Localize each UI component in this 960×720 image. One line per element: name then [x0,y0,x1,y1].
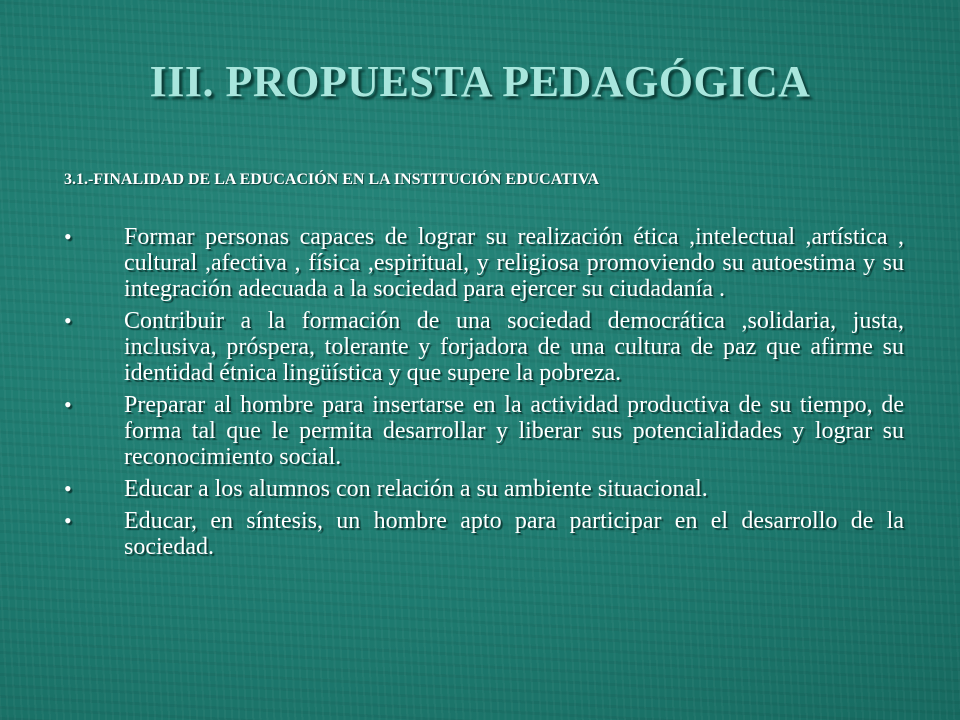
bullet-item-1 [58,224,904,302]
bullet-text: Contribuir a la formación de una sociedad democrática ,solidaria, justa, inclusiva, próspera, tolerante y forjadora de una cultura de paz que afirme su identidad étnica lingüística y que supere la pobreza. [124,308,904,386]
bullet-dot-icon: • [64,224,72,249]
bullet-text: Educar a los alumnos con relación a su ambiente situacional. [124,476,708,502]
bullet-text: Preparar al hombre para insertarse en la actividad productiva de su tiempo, de forma tal que le permita desarrollar y liberar sus potencialidades y lograr su reconocimiento social. [124,392,904,470]
bullet-list [58,224,904,566]
bullet-item-3 [58,392,904,470]
bullet-item-4 [58,476,904,502]
bullet-text: Educar, en síntesis, un hombre apto para participar en el desarrollo de la sociedad. [124,508,904,560]
bullet-dot-icon: • [64,476,72,501]
bullet-dot-icon: • [64,508,72,533]
bullet-item-5 [58,508,904,560]
bullet-dot-icon: • [64,308,72,333]
bullet-text: Formar personas capaces de lograr su realización ética ,intelectual ,artística , cultural ,afectiva , física ,espiritual, y religiosa promoviendo su autoestima y su integración adecuada a la sociedad para ejercer su ciudadanía . [124,224,904,302]
bullet-dot-icon: • [64,392,72,417]
section-subheading: 3.1.-FINALIDAD DE LA EDUCACIÓN EN LA INSTITUCIÓN EDUCATIVA [64,171,600,188]
slide-title: III. PROPUESTA PEDAGÓGICA [149,57,811,106]
bullet-item-2 [58,308,904,386]
